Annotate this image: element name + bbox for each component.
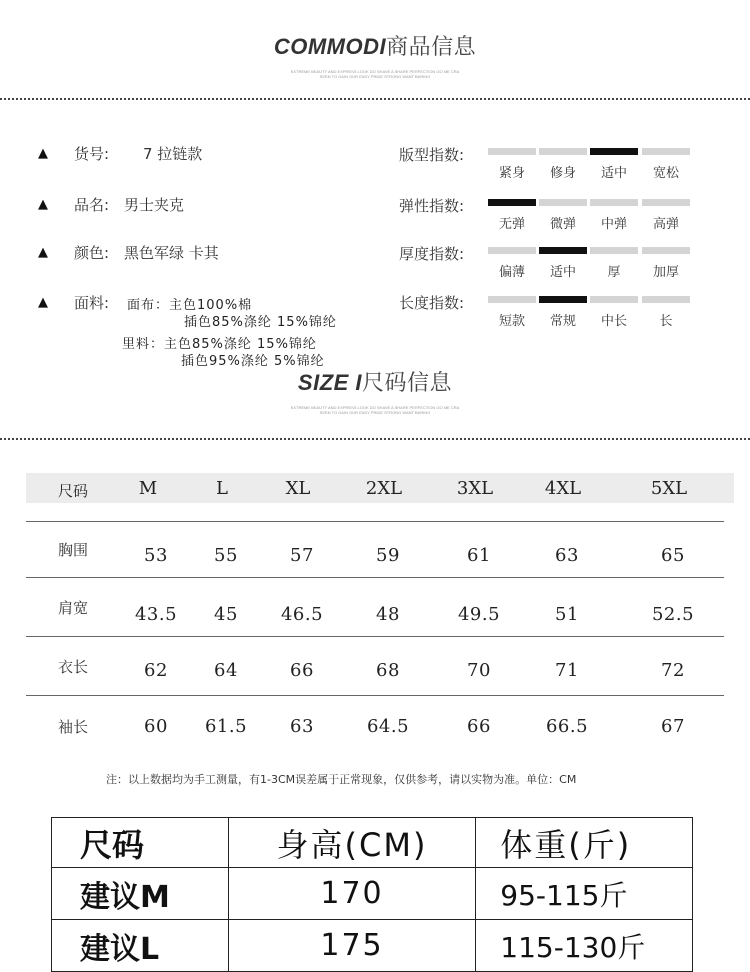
size-column-header: L: [216, 478, 228, 499]
table-rule: [26, 695, 724, 696]
size-cell: 66: [467, 716, 491, 737]
rec-header-size: 尺码: [52, 818, 229, 868]
size-row-label: 肩宽: [58, 599, 89, 617]
size-column-header: 尺码: [58, 482, 89, 500]
dotted-divider: [0, 98, 750, 100]
index-option: 中弹: [600, 217, 627, 232]
index-option: 加厚: [652, 265, 679, 280]
size-cell: 57: [290, 545, 314, 566]
size-column-header: 2XL: [365, 478, 403, 499]
index-option: 修身: [549, 166, 576, 181]
name-label: 品名:: [74, 196, 110, 214]
size-cell: 65: [661, 545, 685, 566]
section-title-commodi: [0, 30, 750, 61]
fabric-label: 面料:: [74, 294, 110, 312]
size-cell: 62: [144, 660, 168, 681]
index-label: 厚度指数:: [399, 245, 465, 263]
index-bar: [590, 296, 638, 303]
item-no-value: 7 拉链款: [143, 145, 203, 163]
rec-height: 170: [228, 868, 476, 920]
index-option: 高弹: [652, 217, 679, 232]
table-header-row: [52, 818, 693, 868]
size-cell: 48: [376, 604, 400, 625]
size-row-label: 衣长: [58, 658, 89, 676]
size-cell: 70: [467, 660, 491, 681]
size-row-label: 袖长: [58, 718, 89, 736]
section-title-en: COMMODI: [273, 34, 387, 59]
section-title-en: SIZE I: [297, 370, 363, 395]
size-cell: 53: [144, 545, 168, 566]
size-cell: 61.5: [204, 716, 248, 737]
size-column-header: 3XL: [456, 478, 494, 499]
fabric-line-3: 里料：主色85%涤纶 15%锦纶: [122, 337, 317, 352]
size-cell: 49.5: [457, 604, 501, 625]
size-cell: 43.5: [134, 604, 178, 625]
index-option: 中长: [600, 314, 627, 329]
index-option: 无弹: [498, 217, 525, 232]
size-cell: 51: [555, 604, 579, 625]
index-option: 短款: [498, 314, 525, 329]
section-title-cn: 商品信息: [386, 35, 477, 60]
index-option: 偏薄: [498, 265, 525, 280]
table-rule: [26, 521, 724, 522]
index-option: 厚: [607, 265, 621, 280]
size-cell: 71: [555, 660, 579, 681]
rec-size: 建议M: [52, 868, 229, 920]
color-label: 颜色:: [74, 244, 110, 262]
index-bar: [642, 199, 690, 206]
size-column-header: 5XL: [650, 478, 688, 499]
size-cell: 59: [376, 545, 400, 566]
dotted-divider: [0, 438, 750, 440]
color-value: 黑色军绿 卡其: [124, 244, 219, 262]
bullet-triangle-icon: ▲: [38, 197, 48, 212]
size-column-header: XL: [285, 478, 311, 499]
tagline-line1: EXTREME BEAUTY AND EXPRESS LOOK DO SHAVE A SHARE PERFECTION GO ME CRA: [290, 405, 460, 410]
size-cell: 66.5: [545, 716, 589, 737]
rec-height: 175: [228, 920, 476, 972]
fabric-line-2: 插色85%涤纶 15%锦纶: [184, 315, 337, 330]
table-rule: [26, 577, 724, 578]
index-bar: [539, 148, 587, 155]
table-rule: [26, 636, 724, 637]
commodi-header: [0, 30, 750, 79]
index-label: 弹性指数:: [399, 197, 465, 215]
size-cell: 66: [290, 660, 314, 681]
name-value: 男士夹克: [124, 196, 185, 214]
item-no-label: 货号:: [74, 145, 110, 163]
index-bar: [539, 199, 587, 206]
index-bar: [488, 148, 536, 155]
size-cell: 46.5: [280, 604, 324, 625]
table-row: [52, 868, 693, 920]
section-title-size: [0, 366, 750, 397]
tagline-line1: EXTREME BEAUTY AND EXPRESS LOOK DO SHAVE A SHARE PERFECTION GO ME CRA: [290, 69, 460, 74]
size-cell: 45: [214, 604, 238, 625]
size-cell: 67: [661, 716, 685, 737]
bullet-triangle-icon: ▲: [38, 146, 48, 161]
index-bar: [642, 148, 690, 155]
recommendation-table: [51, 817, 693, 972]
tagline-line2: SEEN TO GAIN OUR EASY PRIDE STRONG WANT BARING: [319, 410, 431, 415]
index-bar: [642, 296, 690, 303]
index-option: 紧身: [498, 166, 525, 181]
section-title-cn: 尺码信息: [362, 371, 453, 396]
tagline-line2: SEEN TO GAIN OUR EASY PRIDE STRONG WANT BARING: [319, 74, 431, 79]
index-bar-selected: [539, 247, 587, 254]
rec-weight: 95-115斤: [476, 868, 693, 920]
index-bar-selected: [539, 296, 587, 303]
size-column-header: M: [138, 478, 158, 499]
size-cell: 52.5: [651, 604, 695, 625]
index-bar: [642, 247, 690, 254]
index-option: 长: [659, 314, 673, 329]
size-cell: 60: [144, 716, 168, 737]
size-cell: 68: [376, 660, 400, 681]
rec-header-height: 身高(CM): [228, 818, 476, 868]
index-bar: [590, 199, 638, 206]
bullet-triangle-icon: ▲: [38, 245, 48, 260]
rec-size: 建议L: [52, 920, 229, 972]
size-column-header: 4XL: [544, 478, 582, 499]
fabric-line-4: 插色95%涤纶 5%锦纶: [181, 354, 325, 369]
index-option: 常规: [549, 314, 576, 329]
index-option: 宽松: [652, 166, 679, 181]
index-bar: [488, 247, 536, 254]
index-bar: [590, 247, 638, 254]
index-bar: [488, 296, 536, 303]
index-label: 版型指数:: [399, 146, 465, 164]
size-row-label: 胸围: [58, 541, 89, 559]
size-cell: 64: [214, 660, 238, 681]
size-header: [0, 366, 750, 415]
size-cell: 63: [290, 716, 314, 737]
index-option: 适中: [600, 166, 627, 181]
size-cell: 55: [214, 545, 238, 566]
index-option: 微弹: [549, 217, 576, 232]
index-bar-selected: [590, 148, 638, 155]
index-option: 适中: [549, 265, 576, 280]
size-cell: 63: [555, 545, 579, 566]
size-cell: 61: [467, 545, 491, 566]
size-cell: 64.5: [366, 716, 410, 737]
index-bar-selected: [488, 199, 536, 206]
rec-header-weight: 体重(斤): [476, 818, 693, 868]
rec-weight: 115-130斤: [476, 920, 693, 972]
fabric-line-1: 面布：主色100%棉: [127, 298, 253, 313]
measurement-note: 注：以上数据均为手工测量，有1-3CM误差属于正常现象，仅供参考，请以实物为准。单位：CM: [106, 773, 577, 786]
table-row: [52, 920, 693, 972]
bullet-triangle-icon: ▲: [38, 295, 48, 310]
index-label: 长度指数:: [399, 294, 465, 312]
size-cell: 72: [661, 660, 685, 681]
